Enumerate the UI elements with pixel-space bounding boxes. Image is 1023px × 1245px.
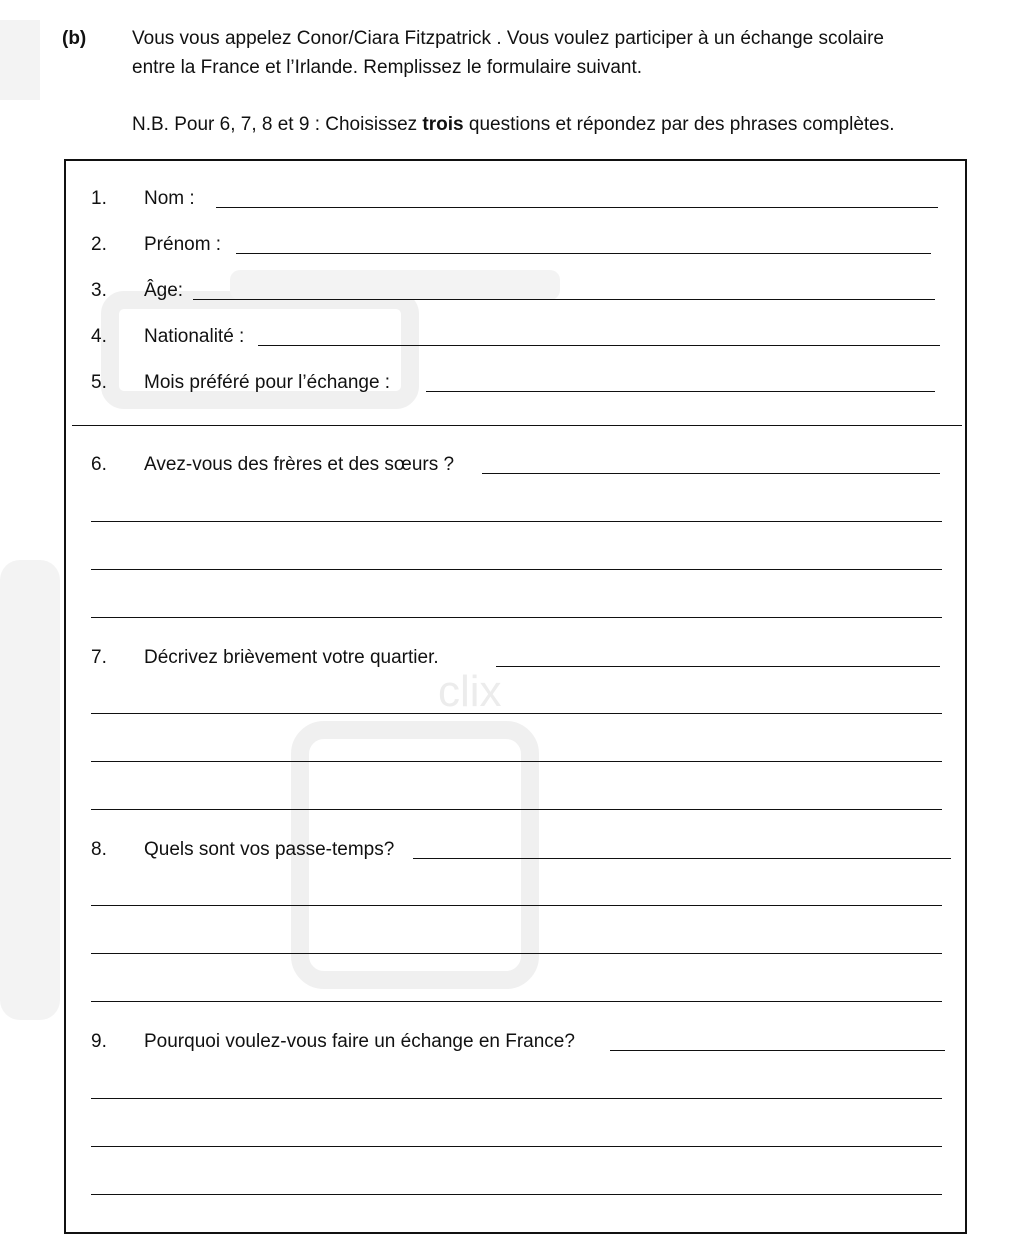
field-label-nom: Nom : [144, 188, 195, 209]
question-7-answer-line[interactable] [91, 761, 942, 762]
nb-note-end: questions et répondez par des phrases complètes. [463, 114, 895, 135]
instruction-line-1: Vous vous appelez Conor/Ciara Fitzpatrick . Vous voulez participer à un échange scolaire [132, 28, 884, 49]
nom-answer-line[interactable] [216, 207, 938, 208]
question-number: 6. [91, 454, 107, 475]
nb-note [132, 114, 895, 136]
mois-answer-line[interactable] [426, 391, 935, 392]
question-7-answer-line[interactable] [91, 713, 942, 714]
field-number: 4. [91, 326, 107, 347]
question-6-answer-line[interactable] [91, 569, 942, 570]
question-6-answer-line[interactable] [91, 617, 942, 618]
field-label-mois: Mois préféré pour l’échange : [144, 372, 391, 393]
age-answer-line[interactable] [193, 299, 935, 300]
section-divider [72, 425, 962, 426]
prenom-answer-line[interactable] [236, 253, 931, 254]
question-9-answer-line[interactable] [91, 1146, 942, 1147]
instruction-line-2: entre la France et l’Irlande. Remplissez le formulaire suivant. [132, 57, 643, 78]
question-7-answer-line[interactable] [496, 666, 940, 667]
question-6-label: Avez-vous des frères et des sœurs ? [144, 454, 455, 475]
question-6-answer-line[interactable] [482, 473, 940, 474]
question-number: 7. [91, 647, 107, 668]
nb-note-start: N.B. Pour 6, 7, 8 et 9 : Choisissez [132, 114, 423, 135]
question-number: 9. [91, 1031, 107, 1052]
section-label: (b) [62, 28, 87, 49]
field-label-age: Âge: [144, 280, 184, 301]
question-9-label: Pourquoi voulez-vous faire un échange en France? [144, 1031, 575, 1052]
question-9-answer-line[interactable] [91, 1098, 942, 1099]
question-8-answer-line[interactable] [91, 1001, 942, 1002]
field-number: 5. [91, 372, 107, 393]
field-label-nationalite: Nationalité : [144, 326, 245, 347]
question-8-answer-line[interactable] [413, 858, 951, 859]
question-7-label: Décrivez brièvement votre quartier. [144, 647, 439, 668]
question-9-answer-line[interactable] [91, 1194, 942, 1195]
field-number: 3. [91, 280, 107, 301]
form-box [64, 159, 967, 1234]
question-7-answer-line[interactable] [91, 809, 942, 810]
field-label-prenom: Prénom : [144, 234, 222, 255]
question-9-answer-line[interactable] [610, 1050, 945, 1051]
field-number: 2. [91, 234, 107, 255]
field-number: 1. [91, 188, 107, 209]
question-number: 8. [91, 839, 107, 860]
question-8-answer-line[interactable] [91, 953, 942, 954]
question-8-label: Quels sont vos passe-temps? [144, 839, 395, 860]
question-6-answer-line[interactable] [91, 521, 942, 522]
question-8-answer-line[interactable] [91, 905, 942, 906]
nb-note-emphasis: trois [422, 114, 464, 135]
watermark-text: clix [438, 667, 502, 716]
nationalite-answer-line[interactable] [258, 345, 940, 346]
